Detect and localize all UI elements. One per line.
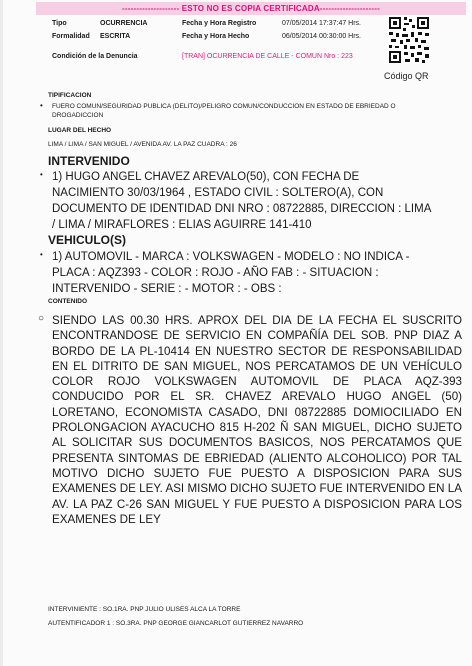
registro-label: Fecha y Hora Registro [182,20,257,27]
vehiculo-title: VEHICULO(S) [48,233,126,247]
tipo-value: OCURRENCIA [100,20,148,27]
intervenido-line1: 1) HUGO ANGEL CHAVEZ AREVALO(50), CON FECHA DE [52,171,360,183]
tipificacion-line2: DROGADICCION [52,112,104,119]
condicion-label: Condición de la Denuncia [52,53,138,60]
contenido-text: SIENDO LAS 00.30 HRS. APROX DEL DIA DE LA FECHA EL SUSCRITO ENCONTRANDOSE DE SERVICIO EN COMPAÑÍA DEL SOB. PNP DIAZ A BORDO DE LA PL-10414 EN NUESTRO SECTOR DE RESPONSABILIDAD EN EL DITRITO DE SAN MIGUEL, NOS PERCATAMOS DE UN VEHÍCULO COLOR ROJO VOLKSWAGEN AUTOMOVIL DE PLACA AQZ-393 CONDUCIDO POR EL SR. CHAVEZ AREVALO HUGO ANGEL (50) LORETANO, ECONOMISTA CASADO, DNI 08722885 DOMIOCILIADO EN PROLONGACION AYACUCHO 815 H-202 Ñ SAN MIGUEL, DICHO SUJETO AL SOLICITAR SUS DOCUMENTOS BASICOS, NOS PERCATAMOS QUE PRESENTA SINTOMAS DE EBRIEDAD (ALIENTO ALCOHOLICO) POR TAL MOTIVO DICHO SUJETO FUE PUESTO A DISPOSICION PARA SUS EXAMENES DE LEY. ASI MISMO DICHO SUJETO FUE INTERVENIDO EN LA AV. LA PAZ C-26 SAN MIGUEL Y FUE PUESTO A DISPOSICION PARA LOS EXAMENES DE LEY [52,314,462,526]
intervenido-line4: / LIMA / MIRAFLORES : ELIAS AGUIRRE 141-410 [52,219,312,231]
intervenido-line2: NACIMIENTO 30/03/1964 , ESTADO CIVIL : SOLTERO(A), CON [52,187,384,199]
bullet-icon: • [40,250,43,259]
tipo-label: Tipo [52,20,67,27]
bullet-icon: • [40,101,43,110]
hecho-label: Fecha y Hora Hecho [182,33,250,40]
autentificador-line: AUTENTIFICADOR 1 : SO.3RA. PNP GEORGE GIANCARLOT GUTIERREZ NAVARRO [48,620,304,627]
tipificacion-line1: FUERO COMUN/SEGURIDAD PUBLICA (DELITO)/PELIGRO COMUN/CONDUCCION EN ESTADO DE EBRIEDAD O [52,103,396,110]
qr-code-label: Código QR [384,71,429,81]
intervenido-title: INTERVENIDO [48,154,130,168]
vehiculo-line3: INTERVENIDO - SERIE : - MOTOR : - OBS : [52,283,282,295]
registro-value: 07/05/2014 17:37:47 Hrs. [282,20,362,27]
qr-code-icon [388,16,430,64]
bullet-icon: • [40,170,43,179]
interviniente-line: INTERVINIENTE : SO.1RA. PNP JULIO ULISES ALCA LA TORRE [48,606,241,613]
page-edge [0,0,3,666]
lugar-title: LUGAR DEL HECHO [48,127,112,134]
formalidad-value: ESCRITA [100,33,131,40]
tipificacion-title: TIPIFICACION [48,92,92,99]
tran-code: [TRAN] OCURRENCIA DE CALLE - COMUN Nro : 223 [182,53,353,60]
intervenido-line3: DOCUMENTO DE IDENTIDAD DNI NRO : 08722885, DIRECCION : LIMA [52,203,432,215]
circle-bullet-icon: ○ [38,313,45,324]
vehiculo-line1: 1) AUTOMOVIL - MARCA : VOLKSWAGEN - MODELO : NO INDICA - [52,251,410,263]
vehiculo-line2: PLACA : AQZ393 - COLOR : ROJO - AÑO FAB : - SITUACION : [52,267,379,279]
hecho-value: 06/05/2014 00:30:00 Hrs. [282,33,362,40]
not-certified-banner: -------------------- ESTO NO ES COPIA CERTIFICADA--------------------- [36,2,466,15]
lugar-value: LIMA / LIMA / SAN MIGUEL / AVENIDA AV. LA PAZ CUADRA : 26 [48,141,237,148]
formalidad-label: Formalidad [52,33,90,40]
contenido-title: CONTENIDO [48,298,87,305]
